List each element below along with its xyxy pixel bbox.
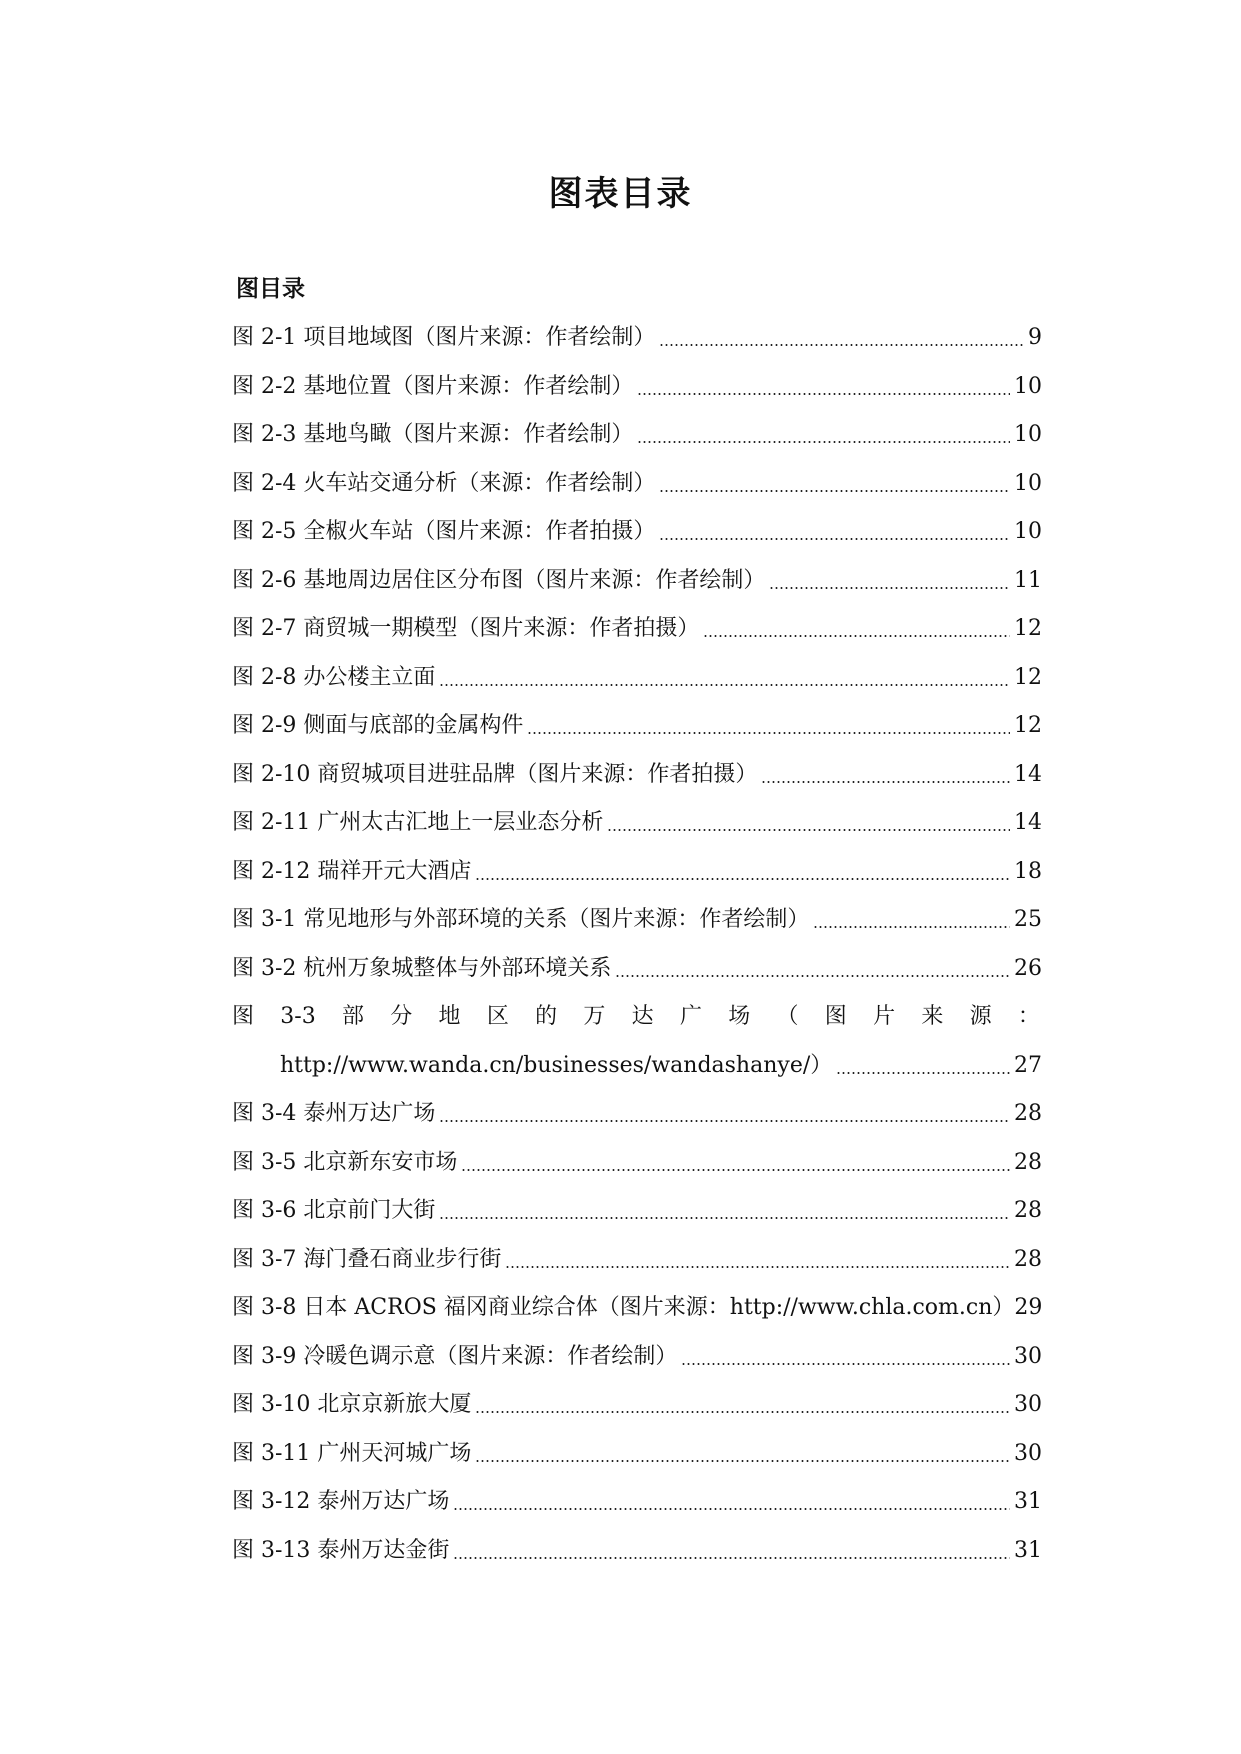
dot-leader	[453, 1508, 1010, 1510]
toc-entry[interactable]	[232, 1381, 1042, 1430]
toc-entry-wrapped-line2[interactable]	[232, 1042, 1042, 1091]
dot-leader	[439, 684, 1010, 686]
toc-entry-label: 图 2-5 全椒火车站（图片来源：作者拍摄）	[232, 519, 656, 544]
label-part: 达	[631, 1004, 654, 1029]
label-part: 万	[583, 1004, 606, 1029]
toc-entry[interactable]	[232, 945, 1042, 994]
dot-leader	[475, 878, 1010, 880]
toc-entry-page: 14	[1014, 810, 1042, 835]
toc-entry[interactable]	[232, 848, 1042, 897]
dot-leader	[681, 1363, 1010, 1365]
toc-entry[interactable]	[232, 363, 1042, 412]
toc-entry[interactable]	[232, 1284, 1042, 1333]
toc-entry-page: 14	[1014, 761, 1042, 787]
toc-entry-label: 图 2-3 基地鸟瞰（图片来源：作者绘制）	[232, 422, 634, 447]
toc-entry[interactable]	[232, 1090, 1042, 1139]
toc-entry-label: 图 3-5 北京新东安市场	[232, 1149, 458, 1175]
toc-entry-page: 26	[1014, 955, 1042, 981]
toc-entry-page: 12	[1014, 713, 1042, 738]
toc-entry-label: 图 3-8 日本 ACROS 福冈商业综合体（图片来源：http://www.chla.com.cn）29	[232, 1295, 1043, 1320]
toc-entry-label: 图 2-9 侧面与底部的金属构件	[232, 713, 524, 738]
toc-entry-label: 图 2-8 办公楼主立面	[232, 664, 436, 690]
toc-entry[interactable]	[232, 314, 1042, 363]
toc-entry-label: 图 2-7 商贸城一期模型（图片来源：作者拍摄）	[232, 616, 700, 641]
toc-entry-label: 图 2-4 火车站交通分析（来源：作者绘制）	[232, 470, 656, 496]
toc-entry-label: 图 3-9 冷暖色调示意（图片来源：作者绘制）	[232, 1343, 678, 1369]
toc-entry-label: 图 3-6 北京前门大街	[232, 1198, 436, 1223]
toc-entry[interactable]	[232, 702, 1042, 751]
toc-entry-label: 图 2-6 基地周边居住区分布图（图片来源：作者绘制）	[232, 567, 766, 593]
dot-leader	[527, 732, 1010, 734]
dot-leader	[439, 1120, 1010, 1122]
label-part: （	[776, 1004, 799, 1029]
dot-leader	[475, 1460, 1010, 1462]
label-part: 分	[390, 1004, 413, 1029]
label-part: 3-3	[280, 1004, 316, 1029]
label-part: 区	[486, 1004, 509, 1029]
toc-entry[interactable]	[232, 508, 1042, 557]
toc-entry[interactable]	[232, 1527, 1042, 1576]
toc-entry[interactable]	[232, 1236, 1042, 1285]
toc-entry-page: 18	[1014, 858, 1042, 884]
toc-entry-label: 图 3-1 常见地形与外部环境的关系（图片来源：作者绘制）	[232, 907, 810, 932]
toc-entry[interactable]	[232, 557, 1042, 606]
toc-entry-page: 11	[1014, 567, 1042, 593]
dot-leader	[607, 829, 1010, 831]
dot-leader	[615, 975, 1010, 977]
toc-entry-label: 图 2-2 基地位置（图片来源：作者绘制）	[232, 373, 634, 399]
toc-entry[interactable]	[232, 1430, 1042, 1479]
toc-entry-label: 图 3-7 海门叠石商业步行街	[232, 1246, 502, 1272]
toc-entry-page: 28	[1014, 1149, 1042, 1175]
toc-entry-label: 图 3-13 泰州万达金街	[232, 1537, 450, 1563]
toc-entry[interactable]	[232, 799, 1042, 848]
toc-entry-page: 10	[1014, 470, 1042, 496]
toc-entry-label: 图 2-12 瑞祥开元大酒店	[232, 858, 472, 884]
dot-leader	[637, 393, 1010, 395]
toc-entry-page: 28	[1014, 1246, 1042, 1272]
toc-entry[interactable]	[232, 896, 1042, 945]
toc-entry-page: 31	[1014, 1537, 1042, 1563]
dot-leader	[453, 1557, 1010, 1559]
toc-entry-page: 9	[1028, 325, 1042, 350]
toc-entry-page: 10	[1014, 373, 1042, 399]
toc-entry-wrapped-line1[interactable]	[232, 993, 1042, 1042]
toc-entry-page: 10	[1014, 422, 1042, 447]
toc-entry[interactable]	[232, 654, 1042, 703]
toc-entry-page: 28	[1014, 1101, 1042, 1126]
label-part: 来	[921, 1004, 944, 1029]
dot-leader	[836, 1072, 1010, 1074]
toc-entry-label: 图 3-12 泰州万达广场	[232, 1489, 450, 1514]
toc-entry-page: 27	[1014, 1052, 1042, 1078]
toc-entry-label: 图 2-11 广州太古汇地上一层业态分析	[232, 810, 604, 835]
toc-entry-page: 25	[1014, 907, 1042, 932]
toc-entry-label: http://www.wanda.cn/businesses/wandashanye/）	[280, 1052, 833, 1078]
label-part: 图	[232, 1004, 255, 1029]
dot-leader	[659, 490, 1010, 492]
toc-entry[interactable]	[232, 751, 1042, 800]
toc-entry-label: 图 3-4 泰州万达广场	[232, 1101, 436, 1126]
dot-leader	[439, 1217, 1010, 1219]
dot-leader	[813, 926, 1010, 928]
toc-entry-page: 12	[1014, 616, 1042, 641]
toc-entry[interactable]	[232, 411, 1042, 460]
toc-entry[interactable]	[232, 1187, 1042, 1236]
dot-leader	[659, 344, 1024, 346]
label-part: 的	[535, 1004, 558, 1029]
label-part: 场	[728, 1004, 751, 1029]
label-part: ：	[1017, 1004, 1040, 1029]
toc-entry-page: 30	[1014, 1440, 1042, 1466]
toc-entry-label: 图 2-1 项目地域图（图片来源：作者绘制）	[232, 325, 656, 350]
dot-leader	[461, 1169, 1010, 1171]
toc-entry[interactable]	[232, 460, 1042, 509]
toc-entry-label	[232, 993, 1042, 1042]
toc-entry-label: 图 3-11 广州天河城广场	[232, 1440, 472, 1466]
toc-entry[interactable]	[232, 1139, 1042, 1188]
dot-leader	[637, 441, 1010, 443]
label-part: 部	[341, 1004, 364, 1029]
toc-entry-page: 28	[1014, 1198, 1042, 1223]
toc-entry[interactable]	[232, 1478, 1042, 1527]
label-part: 图	[824, 1004, 847, 1029]
toc-entry[interactable]	[232, 1333, 1042, 1382]
toc-entry-label: 图 2-10 商贸城项目进驻品牌（图片来源：作者拍摄）	[232, 761, 758, 787]
toc-entry-page: 12	[1014, 664, 1042, 690]
label-part: 地	[438, 1004, 461, 1029]
toc-entry-label: 图 3-2 杭州万象城整体与外部环境关系	[232, 955, 612, 981]
page-title: 图表目录	[548, 174, 693, 214]
dot-leader	[703, 635, 1010, 637]
toc-entry-label: 图 3-10 北京京新旅大厦	[232, 1392, 472, 1417]
section-heading: 图目录	[236, 276, 305, 302]
toc-entry-page: 30	[1014, 1392, 1042, 1417]
label-part: 片	[873, 1004, 896, 1029]
dot-leader	[505, 1266, 1010, 1268]
toc-entry-page: 10	[1014, 519, 1042, 544]
label-part: 源	[969, 1004, 992, 1029]
dot-leader	[475, 1411, 1010, 1413]
label-part: 广	[679, 1004, 702, 1029]
dot-leader	[659, 538, 1010, 540]
toc-entry-page: 30	[1014, 1343, 1042, 1369]
dot-leader	[769, 587, 1010, 589]
toc-entry[interactable]	[232, 605, 1042, 654]
figure-list	[232, 314, 1042, 1575]
dot-leader	[761, 781, 1010, 783]
toc-entry-page: 31	[1014, 1489, 1042, 1514]
